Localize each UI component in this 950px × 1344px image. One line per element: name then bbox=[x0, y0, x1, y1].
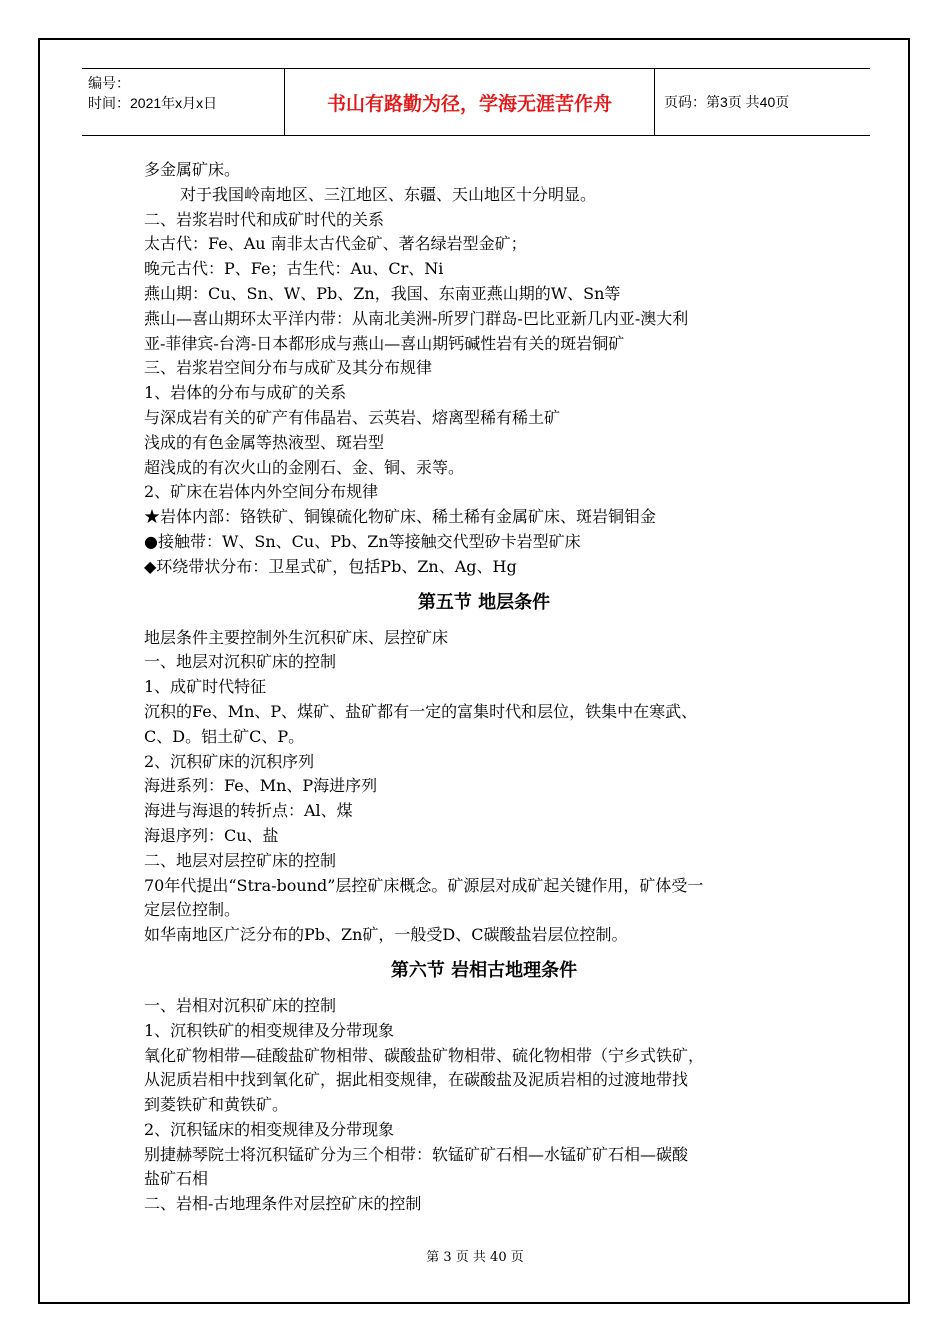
text-line: 二、岩浆岩时代和成矿时代的关系 bbox=[144, 209, 385, 229]
text-line: 从泥质岩相中找到氧化矿，据此相变规律，在碳酸盐及泥质岩相的过渡地带找 bbox=[144, 1070, 689, 1090]
text-line: 如华南地区广泛分布的Pb、Zn矿，一般受D、C碳酸盐岩层位控制。 bbox=[144, 925, 628, 945]
header-motto: 书山有路勤为径，学海无涯苦作舟 bbox=[284, 69, 655, 135]
text-line: 海进与海退的转折点：Al、煤 bbox=[144, 801, 353, 821]
text-line: 海退序列：Cu、盐 bbox=[144, 825, 279, 845]
header-meta bbox=[82, 69, 284, 135]
text-line: 海进系列：Fe、Mn、P海进序列 bbox=[144, 776, 378, 796]
text-line: 别捷赫琴院士将沉积锰矿分为三个相带：软锰矿矿石相—水锰矿矿石相—碳酸 bbox=[144, 1144, 689, 1164]
text-line: ◆环绕带状分布：卫星式矿，包括Pb、Zn、Ag、Hg bbox=[144, 556, 517, 576]
text-line: 2、沉积矿床的沉积序列 bbox=[144, 751, 315, 771]
text-line: 70年代提出“Stra-bound”层控矿床概念。矿源层对成矿起关键作用，矿体受一 bbox=[144, 875, 704, 895]
page-header bbox=[82, 68, 870, 136]
text-line: ★岩体内部：铬铁矿、铜镍硫化物矿床、稀土稀有金属矿床、斑岩铜钼金 bbox=[144, 507, 657, 527]
text-line: 沉积的Fe、Mn、P、煤矿、盐矿都有一定的富集时代和层位，铁集中在寒武、 bbox=[144, 701, 698, 721]
text-line: 到菱铁矿和黄铁矿。 bbox=[144, 1095, 289, 1115]
text-line: 亚-菲律宾-台湾-日本都形成与燕山—喜山期钙碱性岩有关的斑岩铜矿 bbox=[144, 333, 625, 353]
text-line: 多金属矿床。 bbox=[144, 160, 241, 179]
text-line: 地层条件主要控制外生沉积矿床、层控矿床 bbox=[144, 627, 449, 647]
text-line: 三、岩浆岩空间分布与成矿及其分布规律 bbox=[144, 358, 433, 378]
section-heading: 第五节 地层条件 bbox=[417, 591, 551, 613]
text-line: 1、沉积铁矿的相变规律及分带现象 bbox=[144, 1020, 395, 1040]
text-line: 2、沉积锰床的相变规律及分带现象 bbox=[144, 1119, 395, 1139]
text-line: 二、地层对层控矿床的控制 bbox=[144, 850, 337, 870]
text-line: 一、地层对沉积矿床的控制 bbox=[144, 652, 337, 672]
text-line: 对于我国岭南地区、三江地区、东疆、天山地区十分明显。 bbox=[180, 184, 597, 204]
text-line: 与深成岩有关的矿产有伟晶岩、云英岩、熔离型稀有稀土矿 bbox=[144, 407, 561, 427]
text-line: 燕山—喜山期环太平洋内带：从南北美洲-所罗门群岛-巴比亚新几内亚-澳大利 bbox=[144, 308, 689, 328]
text-line: 一、岩相对沉积矿床的控制 bbox=[144, 995, 337, 1015]
text-line: ●接触带：W、Sn、Cu、Pb、Zn等接触交代型矽卡岩型矿床 bbox=[144, 531, 581, 551]
document-body bbox=[144, 158, 824, 1217]
page-footer: 第 3 页 共 40 页 bbox=[426, 1250, 524, 1265]
section-heading: 第六节 岩相古地理条件 bbox=[390, 959, 578, 981]
text-line: 盐矿石相 bbox=[144, 1169, 209, 1189]
text-line: 太古代：Fe、Au 南非太古代金矿、著名绿岩型金矿； bbox=[144, 234, 527, 254]
text-line: 定层位控制。 bbox=[144, 900, 241, 920]
text-line: 晚元古代：P、Fe；古生代：Au、Cr、Ni bbox=[144, 259, 444, 279]
text-line: 氧化矿物相带—硅酸盐矿物相带、碳酸盐矿物相带、硫化物相带（宁乡式铁矿， bbox=[144, 1045, 705, 1065]
text-line: 二、岩相-古地理条件对层控矿床的控制 bbox=[144, 1194, 422, 1214]
text-line: 1、岩体的分布与成矿的关系 bbox=[144, 383, 347, 403]
text-line: 2、矿床在岩体内外空间分布规律 bbox=[144, 482, 379, 502]
number-label: 编号： bbox=[88, 75, 130, 91]
header-page-label: 页码：第3页 共40页 bbox=[664, 94, 790, 110]
text-line: 燕山期：Cu、Sn、W、Pb、Zn，我国、东南亚燕山期的W、Sn等 bbox=[144, 283, 621, 303]
time-label: 时间：2021年x月x日 bbox=[88, 95, 218, 111]
text-line: C、D。铝土矿C、P。 bbox=[144, 726, 305, 746]
text-line: 1、成矿时代特征 bbox=[144, 677, 267, 697]
text-line: 浅成的有色金属等热液型、斑岩型 bbox=[144, 432, 385, 452]
text-line: 超浅成的有次火山的金刚石、金、铜、汞等。 bbox=[144, 457, 465, 477]
